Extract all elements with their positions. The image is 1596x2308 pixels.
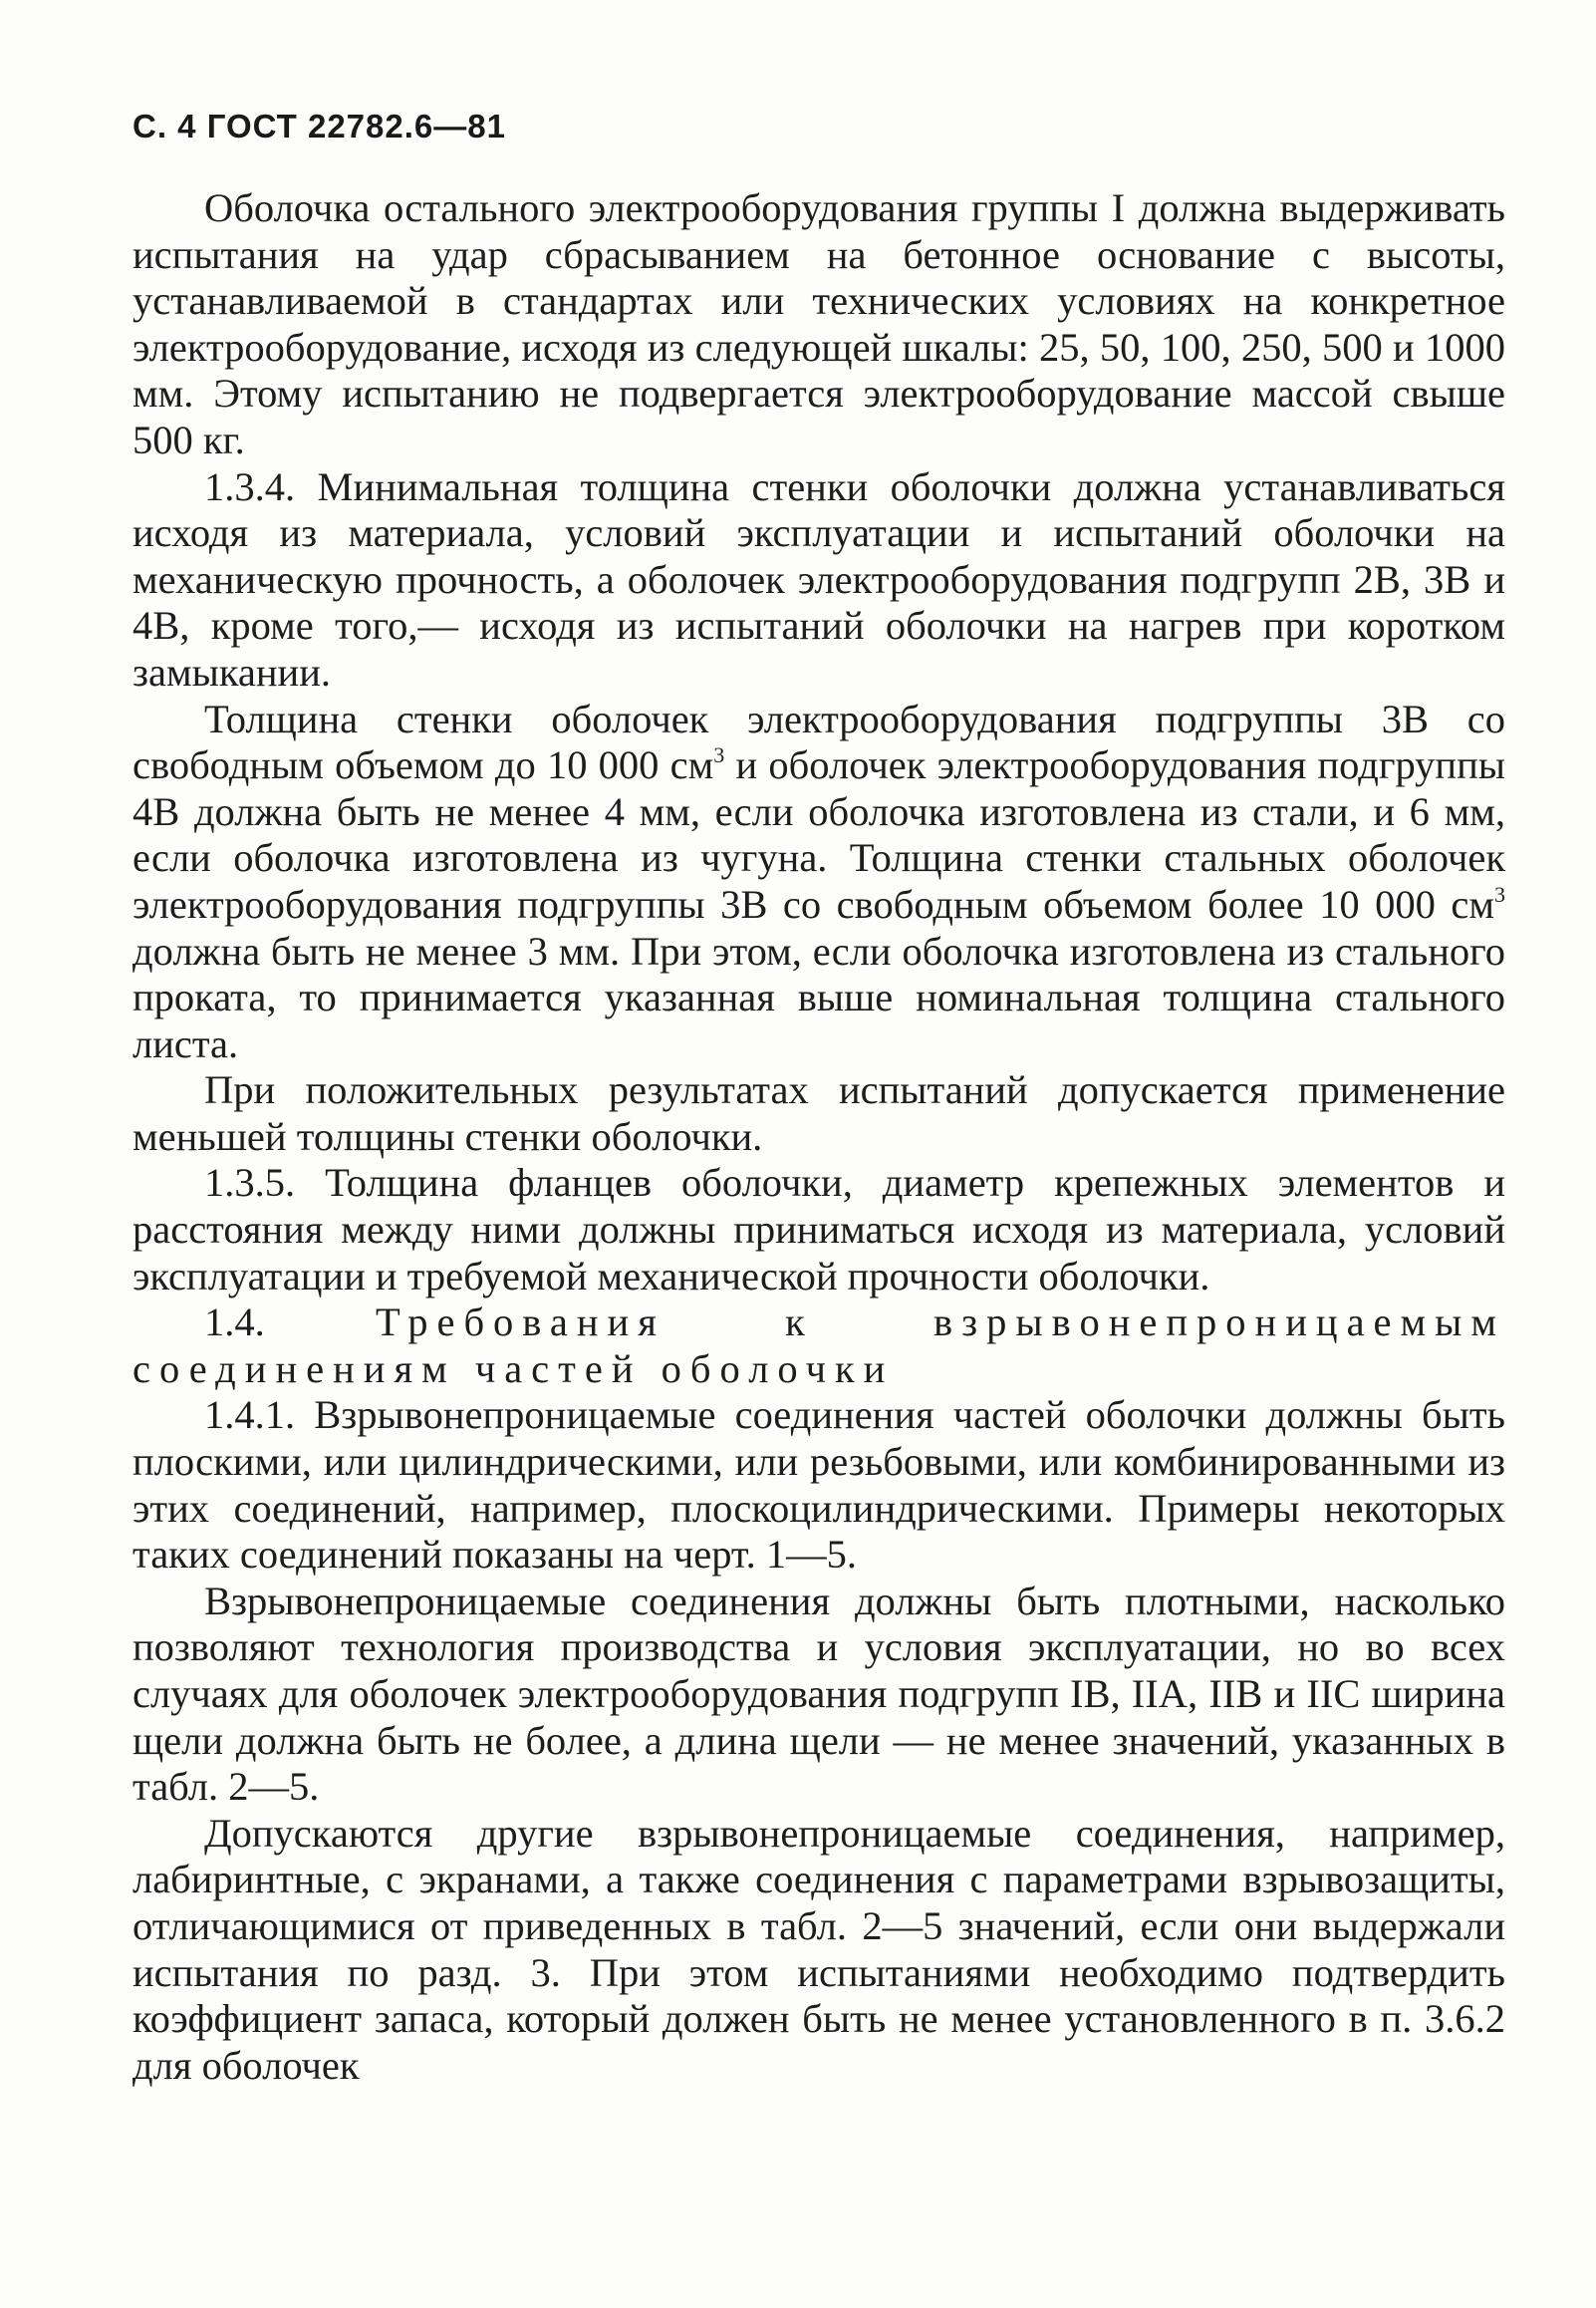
wall-thickness-text-2: и оболочек электрооборудования подгруппы 4В должна быть не менее 4 мм, если оболочка изготовлена из стали, и 6 мм, если оболочка изготовлена из чугуна. Толщина стенки стальных оболочек электрооборудования подгруппы 3В со свободным объемом более 10 000 см <box>133 742 1505 927</box>
section-heading-1-4 <box>133 1299 1505 1392</box>
paragraph-1-3-5: 1.3.5. Толщина фланцев оболочки, диаметр крепежных элементов и расстояния между ними должны приниматься исходя из материала, условий эксплуатации и требуемой механической прочности оболочки. <box>133 1160 1505 1298</box>
paragraph-drop-test: Оболочка остального электрооборудования группы I должна выдерживать испытания на удар сбрасыванием на бетонное основание с высоты, устанавливаемой в стандартах или технических условиях на конкретное электрооборудование, исходя из следующей шкалы: 25, 50, 100, 250, 500 и 1000 мм. Этому испытанию не подвергается электрооборудование массой свыше 500 кг. <box>133 185 1505 462</box>
paragraph-tight-joints: Взрывонепроницаемые соединения должны быть плотными, насколько позволяют технология производства и условия эксплуатации, но во всех случаях для оболочек электрооборудования подгрупп IB, IIA, IIB и IIC ширина щели должна быть не более, а длина щели — не менее значений, указанных в табл. 2—5. <box>133 1578 1505 1810</box>
section-title: Требования к взрывонепроницаемым соединениям частей оболочки <box>133 1299 1505 1391</box>
paragraph-other-joints: Допускаются другие взрывонепроницаемые соединения, например, лабиринтные, с экранами, а также соединения с параметрами взрывозащиты, отличающимися от приведенных в табл. 2—5 значений, если они выдержали испытания по разд. 3. При этом испытаниями необходимо подтвердить коэффициент запаса, который должен быть не менее установленного в п. 3.6.2 для оболочек <box>133 1810 1505 2088</box>
wall-thickness-text-1: Толщина стенки оболочек электрооборудования подгруппы 3В со свободным объемом до 10 000 см <box>133 696 1505 788</box>
section-number: 1.4. <box>204 1299 265 1345</box>
page-header: С. 4 ГОСТ 22782.6—81 <box>133 108 506 144</box>
paragraph-wall-thickness <box>133 697 1505 1068</box>
paragraph-1-3-4: 1.3.4. Минимальная толщина стенки оболочки должна устанавливаться исходя из материала, условий эксплуатации и испытаний оболочки на механическую прочность, а оболочек электрооборудования подгрупп 2В, 3В и 4В, кроме того,— исходя из испытаний оболочки на нагрев при коротком замыкании. <box>133 463 1505 695</box>
superscript-cubic-1: 3 <box>713 742 725 768</box>
paragraph-positive-results: При положительных результатах испытаний допускается применение меньшей толщины стенки оболочки. <box>133 1067 1505 1159</box>
paragraph-1-4-1: 1.4.1. Взрывонепроницаемые соединения частей оболочки должны быть плоскими, или цилиндрическими, или резьбовыми, или комбинированными из этих соединений, например, плоскоцилиндрическими. Примеры некоторых таких соединений показаны на черт. 1—5. <box>133 1392 1505 1578</box>
superscript-cubic-2: 3 <box>1494 881 1505 907</box>
wall-thickness-text-3: должна быть не менее 3 мм. При этом, если оболочка изготовлена из стального проката, то принимается указанная выше номинальная толщина стального листа. <box>133 928 1505 1066</box>
body-text <box>133 185 1505 2089</box>
